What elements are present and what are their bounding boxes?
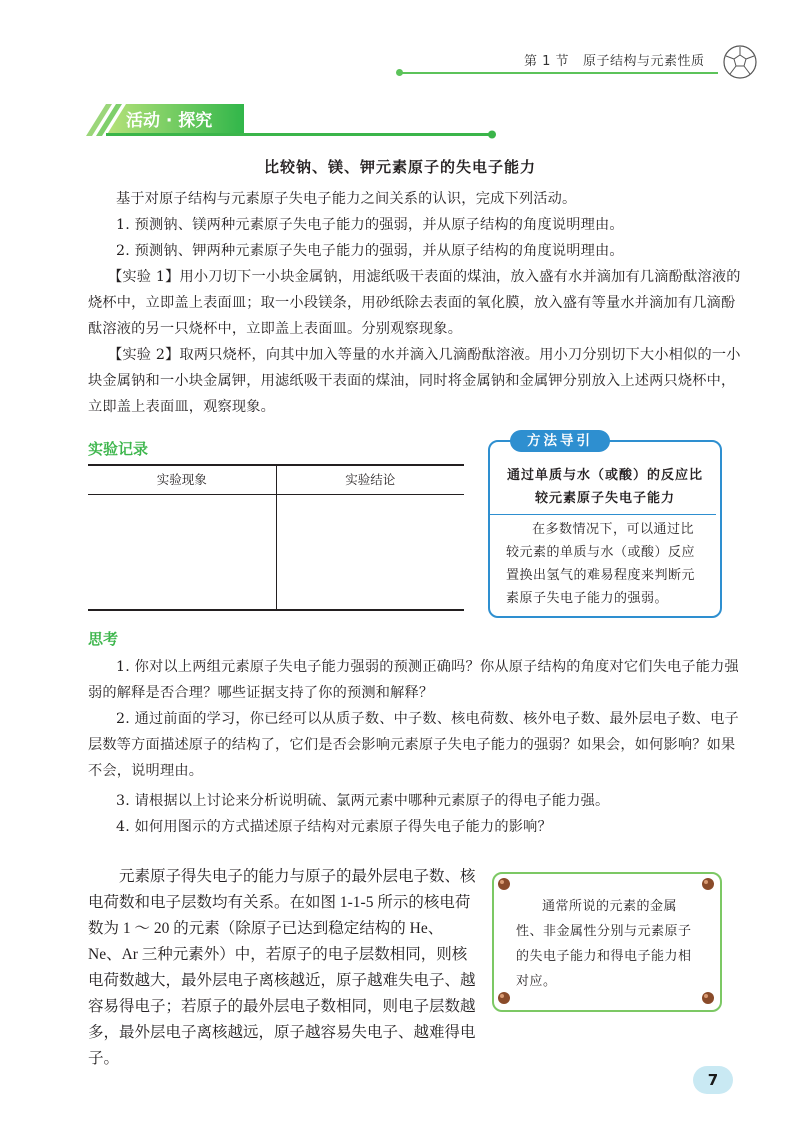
think-item-3: 3. 请根据以上讨论来分析说明硫、氯两元素中哪种元素原子的得电子能力强。 <box>116 793 610 809</box>
record-col-conclusion: 实验结论 <box>345 472 396 487</box>
pin-icon <box>497 877 511 891</box>
header-section <box>524 50 704 69</box>
method-guide-title: 通过单质与水（或酸）的反应比较元素原子失电子能力 <box>506 468 703 506</box>
record-table-header-row <box>88 466 464 495</box>
header-section-title: 原子结构与元素性质 <box>582 54 705 69</box>
pin-icon <box>701 991 715 1005</box>
record-cell-conclusion[interactable] <box>277 495 465 609</box>
record-cell-phenomena[interactable] <box>88 495 277 609</box>
method-guide-rule <box>490 514 716 515</box>
experiment-2-label: 【实验 2】 <box>108 347 180 363</box>
experiment-1-text: 用小刀切下一小块金属钠，用滤纸吸干表面的煤油，放入盛有水并滴加有几滴酚酞溶液的烧杯中，立即盖上表面皿；取一小段镁条，用砂纸除去表面的氧化膜，放入盛有等量水并滴加有几滴酚酞溶液的另一只烧杯中，立即盖上表面皿。分别观察现象。 <box>88 269 741 337</box>
experiment-1-paragraph <box>88 264 744 342</box>
activity-title: 比较钠、镁、钾元素原子的失电子能力 <box>263 158 536 176</box>
task-item-1: 1. 预测钠、镁两种元素原子失电子能力的强弱，并从原子结构的角度说明理由。 <box>116 217 624 233</box>
activity-banner-title: 活动 · 探究 <box>126 111 213 131</box>
intro-paragraph: 基于对原子结构与元素原子失电子能力之间关系的认识，完成下列活动。 <box>116 191 577 207</box>
header-rule <box>400 72 718 74</box>
pin-icon <box>497 991 511 1005</box>
record-heading: 实验记录 <box>88 440 149 458</box>
task-item-2: 2. 预测钠、钾两种元素原子失电子能力的强弱，并从原子结构的角度说明理由。 <box>116 243 624 259</box>
pin-icon <box>701 877 715 891</box>
summary-paragraph: 元素原子得失电子的能力与原子的最外层电子数、核电荷数和电子层数均有关系。在如图 1-1-5 所示的核电荷数为 1 ～ 20 的元素（除原子已达到稳定结构的 He、Ne、Ar 三种元素外）中，若原子的电子层数相同，则核电荷数越大，最外层电子离核越近，原子越难失电子、越容易得电子；若原子的最外层电子数相同，则电子层数越多，最外层电子离核越远，原子越容易失电子、越难得电子。 <box>88 868 476 1067</box>
think-item-4: 4. 如何用图示的方式描述原子结构对元素原子得失电子能力的影响？ <box>116 819 552 835</box>
method-guide-tag <box>510 430 610 452</box>
record-table <box>88 464 464 611</box>
experiment-1-label: 【实验 1】 <box>108 269 180 285</box>
page-number: 7 <box>693 1066 733 1094</box>
think-item-1: 1. 你对以上两组元素原子失电子能力强弱的预测正确吗？你从原子结构的角度对它们失电子能力强弱的解释是否合理？哪些证据支持了你的预测和解释？ <box>88 659 739 701</box>
experiment-2-text: 取两只烧杯，向其中加入等量的水并滴入几滴酚酞溶液。用小刀分别切下大小相似的一小块金属钠和一小块金属钾，用滤纸吸干表面的煤油，同时将金属钠和金属钾分别放入上述两只烧杯中，立即盖上表面皿，观察现象。 <box>88 347 741 415</box>
note-text: 通常所说的元素的金属性、非金属性分别与元素原子的失电子能力和得电子能力相对应。 <box>516 899 692 989</box>
experiment-2-paragraph <box>88 342 744 420</box>
method-guide-tag-text: 方法导引 <box>527 433 593 449</box>
method-guide-text: 在多数情况下，可以通过比较元素的单质与水（或酸）反应置换出氢气的难易程度来判断元素原子失电子能力的强弱。 <box>506 522 696 606</box>
header-section-label: 第 1 节 <box>524 54 570 69</box>
think-item-2: 2. 通过前面的学习，你已经可以从质子数、中子数、核电荷数、核外电子数、最外层电子数、电子层数等方面描述原子的结构了，它们是否会影响元素原子失电子能力的强弱？如果会，如何影响？如果不会，说明理由。 <box>88 711 739 779</box>
record-table-body-row <box>88 495 464 611</box>
record-col-phenomena: 实验现象 <box>88 466 277 494</box>
header-rule-dot <box>396 69 403 76</box>
think-heading: 思考 <box>88 630 119 648</box>
football-molecule-icon <box>722 44 758 80</box>
